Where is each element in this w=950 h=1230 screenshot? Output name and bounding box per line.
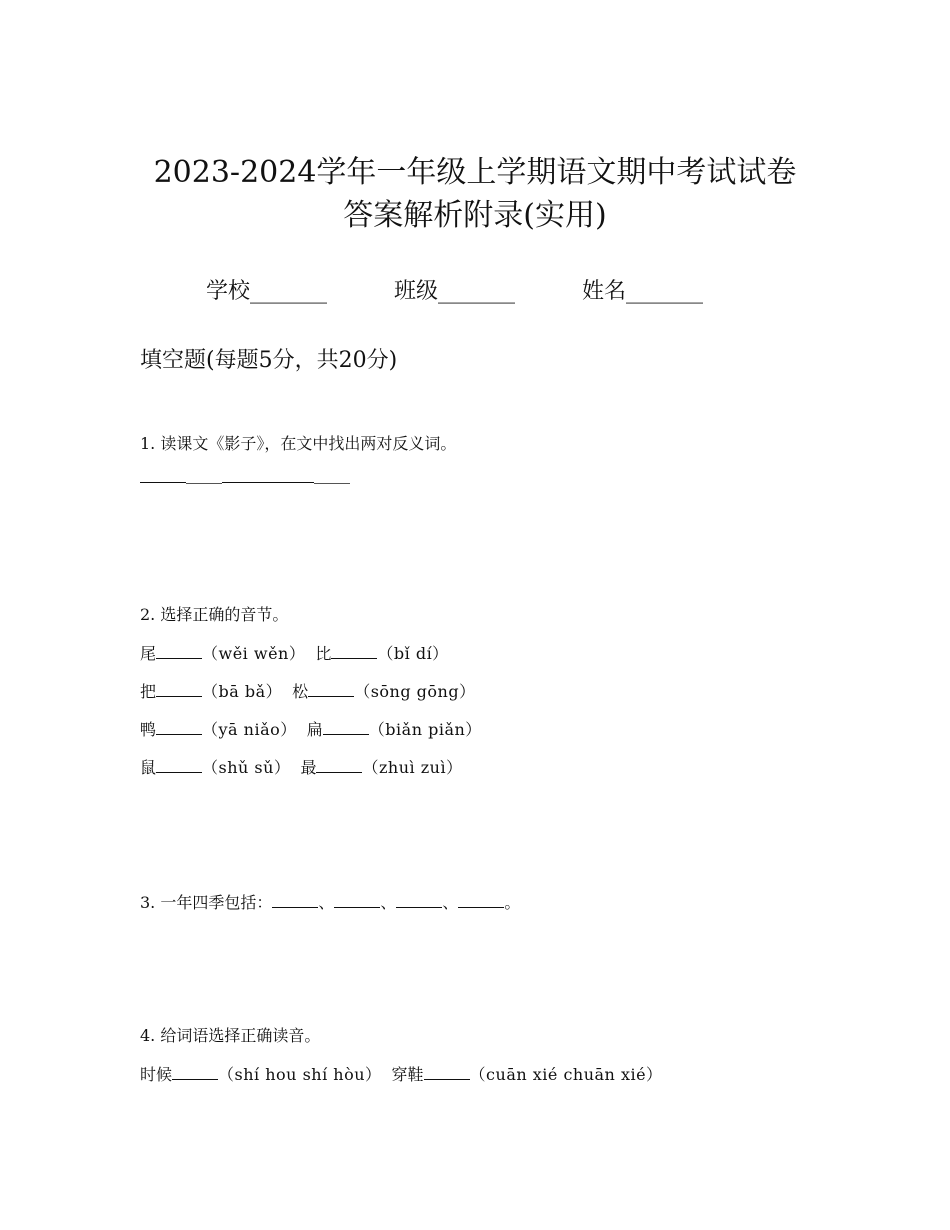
name-field: 姓名_______ xyxy=(582,279,704,304)
word: 时候 xyxy=(140,1065,173,1084)
separator: 、 xyxy=(380,893,397,912)
question-4-row xyxy=(140,1063,663,1087)
pinyin-options: （biǎn piǎn） xyxy=(368,720,482,739)
separator: 、 xyxy=(442,893,459,912)
answer-blank xyxy=(156,756,202,773)
dash-line xyxy=(314,473,350,484)
answer-blank xyxy=(331,642,377,659)
question-4-text: 4. 给词语选择正确读音。 xyxy=(140,1026,321,1045)
answer-blank xyxy=(458,891,504,908)
period: 。 xyxy=(504,893,521,912)
hanzi: 尾 xyxy=(140,644,157,663)
dash-line xyxy=(186,473,222,484)
hanzi: 鸭 xyxy=(140,720,157,739)
section-heading: 填空题(每题5分，共20分) xyxy=(140,348,398,373)
pinyin-options: （zhuì zuì） xyxy=(362,758,463,777)
question-1-answer-line xyxy=(140,466,350,490)
pinyin-options: （bā bǎ） xyxy=(202,682,283,701)
answer-blank xyxy=(308,680,354,697)
word: 穿鞋 xyxy=(391,1065,424,1084)
question-2-text: 2. 选择正确的音节。 xyxy=(140,605,289,624)
answer-blank xyxy=(334,891,380,908)
hanzi: 松 xyxy=(292,682,309,701)
pinyin-options: （bǐ dí） xyxy=(377,644,449,663)
hanzi: 扁 xyxy=(306,720,323,739)
answer-blank xyxy=(316,756,362,773)
school-field: 学校_______ xyxy=(206,279,328,304)
answer-blank xyxy=(222,466,314,483)
question-2-row xyxy=(140,756,463,780)
pinyin-options: （yā niǎo） xyxy=(202,720,297,739)
answer-blank xyxy=(323,718,369,735)
answer-blank xyxy=(156,642,202,659)
pinyin-options: （shǔ sǔ） xyxy=(202,758,291,777)
question-2-row xyxy=(140,680,476,704)
pinyin-options: （shí hou shí hòu） xyxy=(218,1065,382,1084)
hanzi: 鼠 xyxy=(140,758,157,777)
answer-blank xyxy=(424,1063,470,1080)
student-info xyxy=(206,276,766,308)
hanzi: 比 xyxy=(315,644,332,663)
question-3-text xyxy=(140,891,520,915)
answer-blank xyxy=(156,680,202,697)
hanzi: 把 xyxy=(140,682,157,701)
hanzi: 最 xyxy=(300,758,317,777)
pinyin-options: （cuān xié chuān xié） xyxy=(469,1065,663,1084)
exam-title-line2: 答案解析附录(实用) xyxy=(343,198,607,233)
exam-title-line1: 2023-2024学年一年级上学期语文期中考试试卷 xyxy=(153,155,797,190)
question-3-prefix: 3. 一年四季包括： xyxy=(140,893,273,912)
answer-blank xyxy=(172,1063,218,1080)
pinyin-options: （wěi wěn） xyxy=(202,644,306,663)
question-1-text: 1. 读课文《影子》，在文中找出两对反义词。 xyxy=(140,434,457,453)
question-2-row xyxy=(140,642,449,666)
separator: 、 xyxy=(318,893,335,912)
answer-blank xyxy=(140,466,186,483)
question-2-row xyxy=(140,718,482,742)
pinyin-options: （sōng gōng） xyxy=(354,682,476,701)
answer-blank xyxy=(272,891,318,908)
answer-blank xyxy=(156,718,202,735)
class-field: 班级_______ xyxy=(394,279,516,304)
answer-blank xyxy=(396,891,442,908)
